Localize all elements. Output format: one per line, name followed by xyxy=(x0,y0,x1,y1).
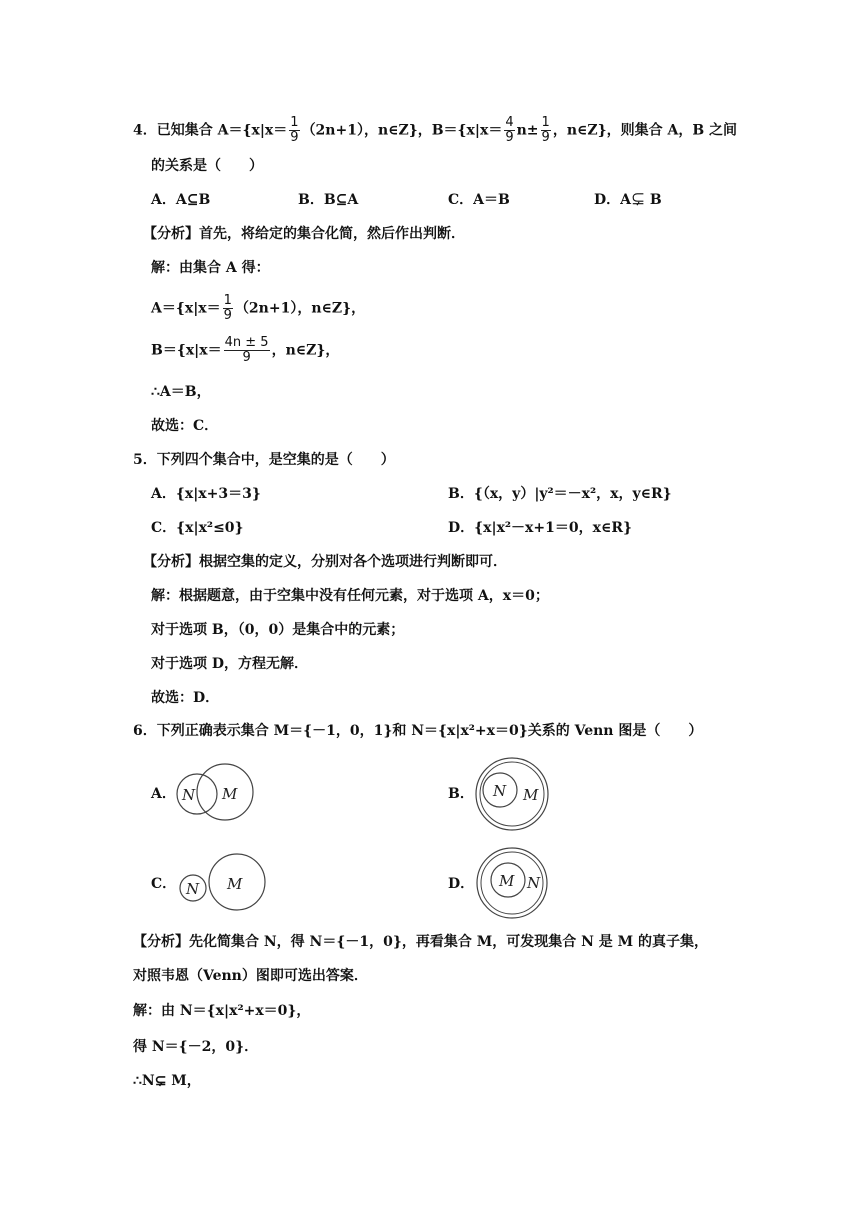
q4-sol-part: （2n+1），n∈Z}， xyxy=(234,300,366,317)
set-m-label: M xyxy=(523,786,539,804)
q5-option-b: B．{（x，y）|y²＝－x²，x，y∈R} xyxy=(448,486,672,502)
fraction-numerator: 4 xyxy=(505,115,514,130)
q4-sol-part: B＝{x|x＝ xyxy=(151,342,222,359)
q4-sol-part: A＝{x|x＝ xyxy=(151,300,221,317)
q4-stem-line2: 的关系是（ ） xyxy=(151,158,263,174)
q6-solution-1: 解：由 N＝{x|x²+x＝0}， xyxy=(133,1003,311,1019)
q6-option-b-label: B． xyxy=(448,786,474,802)
q4-option-c: C．A＝B xyxy=(448,192,510,208)
q5-solution-3: 对于选项 D，方程无解． xyxy=(151,656,309,672)
q5-stem: 5．下列四个集合中，是空集的是（ ） xyxy=(133,452,395,468)
q4-fraction xyxy=(289,116,299,145)
q6-solution-3: ∴N⊊ M， xyxy=(133,1073,201,1089)
q4-fraction xyxy=(541,116,551,145)
fraction-denominator: 9 xyxy=(223,308,232,323)
q4-analysis: 【分析】首先，将给定的集合化简，然后作出判断． xyxy=(143,226,465,242)
q6-analysis-1: 【分析】先化简集合 N，得 N＝{－1，0}，再看集合 M，可发现集合 N 是 M 的真子集， xyxy=(133,934,708,950)
q4-stem-part: 4．已知集合 A＝{x|x＝ xyxy=(133,122,288,139)
q4-solution-4: ∴A＝B， xyxy=(151,384,211,400)
q4-sol-fraction xyxy=(224,336,270,365)
q6-option-c-label: C． xyxy=(151,876,177,892)
q6-option-a-label: A． xyxy=(151,786,176,802)
set-n-label: N xyxy=(182,786,196,804)
q5-analysis: 【分析】根据空集的定义，分别对各个选项进行判断即可． xyxy=(143,554,507,570)
fraction-denominator: 9 xyxy=(290,130,299,145)
q5-option-d: D．{x|x²－x+1＝0，x∈R} xyxy=(448,520,632,536)
fraction-numerator: 4n ± 5 xyxy=(224,335,269,350)
q4-solution-3 xyxy=(151,336,339,365)
q6-stem: 6．下列正确表示集合 M＝{－1，0，1}和 N＝{x|x²+x＝0}关系的 Venn 图是（ ） xyxy=(133,723,703,739)
venn-diagram-a xyxy=(175,762,265,826)
q4-stem-part: （2n+1），n∈Z}，B＝{x|x＝ xyxy=(301,122,503,139)
fraction-numerator: 1 xyxy=(223,293,232,308)
q6-solution-2: 得 N＝{－2，0}． xyxy=(133,1039,259,1055)
q4-solution-2 xyxy=(151,294,365,323)
q4-fraction xyxy=(504,116,514,145)
q5-answer: 故选：D． xyxy=(151,690,220,706)
q5-option-a: A．{x|x+3＝3} xyxy=(151,486,261,502)
q6-analysis-2: 对照韦恩（Venn）图即可选出答案． xyxy=(133,968,368,984)
set-m-label: M xyxy=(222,785,238,803)
q5-option-c: C．{x|x²≤0} xyxy=(151,520,244,536)
q4-stem-part: ，n∈Z}，则集合 A，B 之间 xyxy=(552,122,738,139)
q4-stem xyxy=(133,116,737,145)
set-m-label: M xyxy=(227,875,243,893)
fraction-denominator: 9 xyxy=(505,130,514,145)
q5-solution-2: 对于选项 B，（0，0）是集合中的元素； xyxy=(151,622,405,638)
q6-option-d-label: D． xyxy=(448,876,475,892)
q4-sol-part: ，n∈Z}， xyxy=(271,342,340,359)
set-n-label: N xyxy=(493,782,507,800)
q4-sol-fraction xyxy=(223,294,233,323)
venn-diagram-c xyxy=(176,852,268,916)
fraction-denominator: 9 xyxy=(224,350,270,365)
q4-stem-part: n± xyxy=(516,122,539,139)
q4-solution-1: 解：由集合 A 得： xyxy=(151,260,270,276)
fraction-numerator: 1 xyxy=(290,115,299,130)
q4-option-a: A．A⊆B xyxy=(151,192,211,208)
venn-diagram-b xyxy=(474,756,554,836)
set-m-label: M xyxy=(499,872,515,890)
q4-answer: 故选：C． xyxy=(151,418,219,434)
set-n-label: N xyxy=(186,880,200,898)
q4-option-b: B．B⊆A xyxy=(298,192,359,208)
q4-option-d: D．A⊊ B xyxy=(594,192,662,208)
fraction-numerator: 1 xyxy=(541,115,550,130)
venn-diagram-d xyxy=(475,846,553,924)
q5-solution-1: 解：根据题意，由于空集中没有任何元素，对于选项 A，x＝0； xyxy=(151,588,549,604)
set-n-label: N xyxy=(527,874,541,892)
fraction-denominator: 9 xyxy=(541,130,550,145)
